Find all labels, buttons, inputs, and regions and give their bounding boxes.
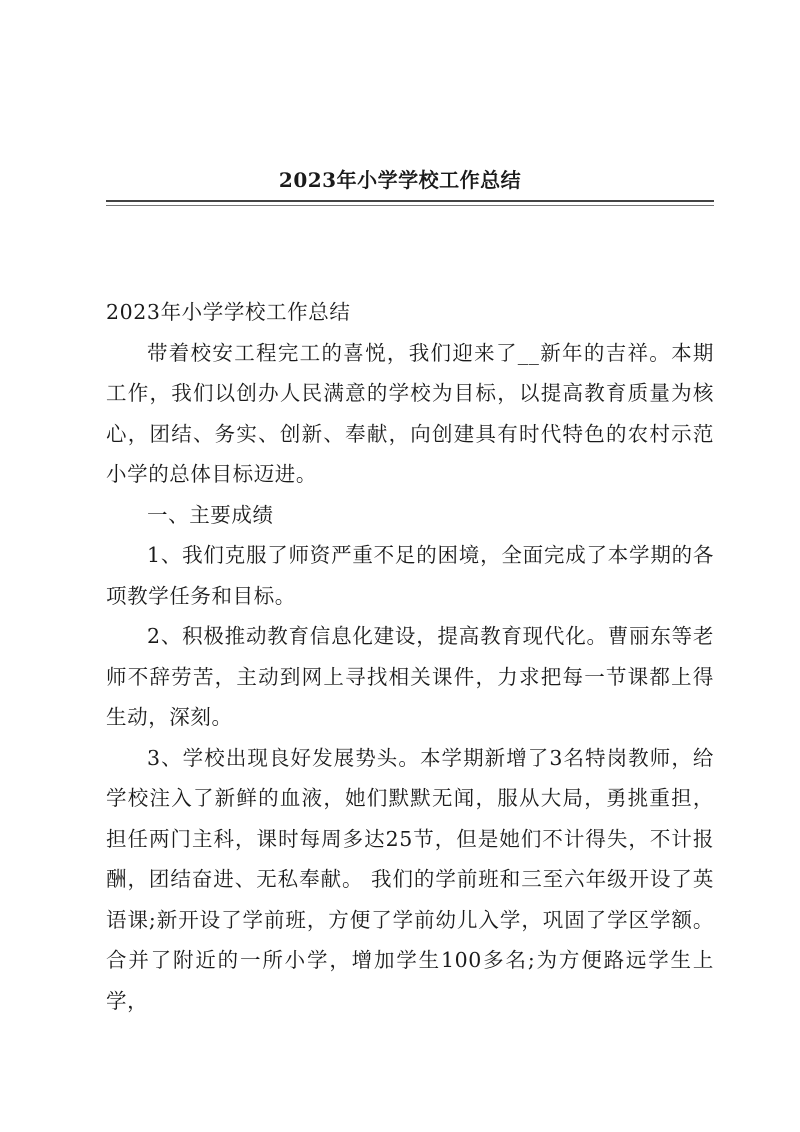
title-divider-thin [106,205,714,206]
achievement-item-1: 1、我们克服了师资严重不足的困境，全面完成了本学期的各项教学任务和目标。 [106,543,714,608]
document-title: 2023年小学学校工作总结 [278,168,522,192]
achievement-item-3: 3、学校出现良好发展势头。本学期新增了3名特岗教师，给学校注入了新鲜的血液，她们默默无闻，服从大局，勇挑重担，担任两门主科，课时每周多达25节，但是她们不计得失，不计报酬，团结奋进、无私奉献。 我们的学前班和三至六年级开设了英语课;新开设了学前班，方便了学前幼儿入学，巩固了学区学额。合并了附近的一所小学，增加学生100多名;为方便路远学生上学， [106,745,714,1013]
achievement-item-2: 2、积极推动教育信息化建设，提高教育现代化。曹丽东等老师不辞劳苦，主动到网上寻找相关课件，力求把每一节课都上得生动，深刻。 [106,624,714,729]
intro-paragraph: 带着校安工程完工的喜悦，我们迎来了__新年的吉祥。本期工作，我们以创办人民满意的学校为目标，以提高教育质量为核心，团结、务实、创新、奉献，向创建具有时代特色的农村示范小学的总体目标迈进。 [106,340,714,486]
section-heading: 一、主要成绩 [147,502,274,527]
title-divider-thick [106,200,714,202]
body-subtitle: 2023年小学学校工作总结 [106,300,351,324]
document-body [106,292,714,1021]
